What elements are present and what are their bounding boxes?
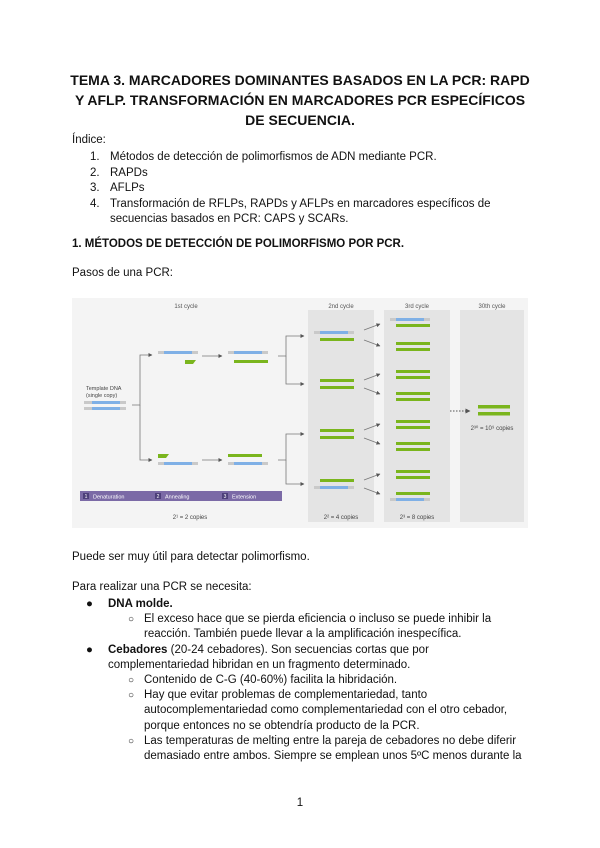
copies-label: 2² = 4 copies	[323, 515, 359, 521]
sub-list-item: ○ El exceso hace que se pierda eficiencia o incluso se puede inhibir la reacción. También puede llevar a la amplificación inespecífica.	[72, 612, 528, 642]
cycle-label: 3rd cycle	[404, 304, 430, 310]
cycle-label: 1st cycle	[174, 304, 198, 310]
circle-bullet-icon: ○	[128, 675, 135, 687]
step-label: Extension	[232, 494, 257, 501]
index-label: Índice:	[72, 134, 106, 146]
circle-bullet-icon: ○	[128, 614, 135, 626]
pasos-label: Pasos de una PCR:	[72, 267, 174, 279]
copies-label: 2³⁰ = 10⁹ copies	[470, 426, 514, 432]
cycle-label: 2nd cycle	[328, 304, 354, 310]
panel-3rd-cycle	[384, 310, 450, 522]
copies-label: 2³ = 8 copies	[399, 515, 435, 521]
copies-label: 2¹ = 2 copies	[172, 515, 208, 521]
sub-list-item: ○ Las temperaturas de melting entre la pareja de cebadores no debe diferir demasiado entre ambos. Siempre se emplean unos 5ºC menos durante la	[72, 734, 528, 764]
cycle-label: 30th cycle	[478, 304, 506, 310]
svg-text:3: 3	[223, 494, 227, 500]
sub-list-item: ○ Contenido de C-G (40-60%) facilita la hibridación.	[72, 673, 528, 688]
toc-item: 1. Métodos de detección de polimorfismos de ADN mediante PCR.	[90, 151, 437, 163]
document-title: TEMA 3. MARCADORES DOMINANTES BASADOS EN LA PCR: RAPD Y AFLP. TRANSFORMACIÓN EN MARCADORES PCR ESPECÍFICOS DE SECUENCIA.	[70, 72, 530, 128]
bullet-icon: ●	[86, 598, 93, 610]
svg-text:1: 1	[84, 494, 88, 500]
requirements-list	[72, 597, 528, 764]
panel-30th-cycle	[460, 310, 524, 522]
template-label: Template DNA	[86, 386, 122, 392]
paragraph: Para realizar una PCR se necesita:	[72, 581, 252, 593]
toc-item: 4. Transformación de RFLPs, RAPDs y AFLPs en marcadores específicos de secuencias basados en PCR: CAPS y SCARs.	[90, 197, 491, 225]
step-label: Annealing	[165, 494, 190, 501]
list-item: ● DNA molde.	[72, 597, 528, 612]
page-number: 1	[296, 797, 304, 809]
template-label: (single copy)	[86, 393, 118, 399]
toc-item: 2. RAPDs	[90, 166, 148, 179]
bullet-icon: ●	[86, 643, 93, 656]
step-label: Denaturation	[93, 494, 125, 501]
section-heading: 1. MÉTODOS DE DETECCIÓN DE POLIMORFISMO POR PCR.	[72, 238, 405, 250]
toc-item: 3. AFLPs	[90, 182, 145, 194]
sub-list-item: ○ Hay que evitar problemas de complementariedad, tanto autocomplementariedad como complementariedad con el otro cebador, porque entonces no se obtendría producto de la PCR.	[72, 688, 528, 734]
paragraph: Puede ser muy útil para detectar polimorfismo.	[72, 551, 310, 563]
panel-2nd-cycle	[308, 310, 374, 522]
svg-text:2: 2	[156, 494, 160, 500]
table-of-contents	[90, 150, 510, 228]
pcr-cycle-diagram	[72, 298, 528, 528]
list-item: ● Cebadores (20-24 cebadores). Son secuencias cortas que por complementariedad hibridan en un fragmento determinado.	[72, 643, 528, 673]
circle-bullet-icon: ○	[128, 690, 135, 702]
circle-bullet-icon: ○	[128, 735, 135, 747]
